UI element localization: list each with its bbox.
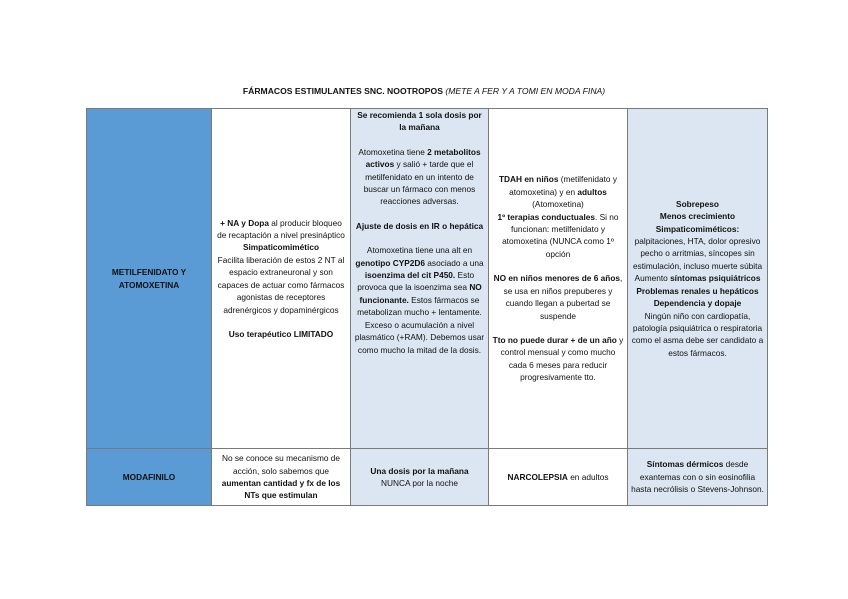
title-main: FÁRMACOS ESTIMULANTES SNC. NOOTROPOS: [242, 86, 443, 96]
table-row: [87, 449, 768, 506]
adverse-effects-cell: Síntomas dérmicos desde exantemas con o sin eosinofilia hasta necrólisis o Stevens-Johnson.: [628, 449, 768, 506]
drug-name-modafinilo: MODAFINILO: [87, 449, 212, 506]
drug-name-metilfenidato: METILFENIDATO Y ATOMOXETINA: [87, 109, 212, 449]
document-title: [0, 86, 848, 96]
mechanism-cell: No se conoce su mecanismo de acción, solo sabemos que aumentan cantidad y fx de los NTs que estimulan: [212, 449, 351, 506]
indications-cell: TDAH en niños (metilfenidato y atomoxetina) y en adultos (Atomoxetina) 1º terapias conductuales. Si no funcionan: metilfenidato y atomoxetina (NUNCA como 1º opción NO en niños menores de 6 años, se usa en niños prepuberes y cuando llegan a pubertad se suspende Tto no puede durar + de un año y control mensual y como mucho cada 6 meses para reducir progresivamente tto.: [489, 109, 628, 449]
drug-table: [86, 108, 768, 506]
dosage-cell: Se recomienda 1 sola dosis por la mañana Atomoxetina tiene 2 metabolitos activos y salió + tarde que el metilfenidato en un intento de buscar un fármaco con menos reacciones adversas. Ajuste de dosis en IR o hepática Atomoxetina tiene una alt en genotipo CYP2D6 asociado a una isoenzima del cit P450. Esto provoca que la isoenzima sea NO funcionante. Estos fármacos se metabolizan mucho + lentamente. Exceso o acumulación a nivel plasmático (+RAM). Debemos usar como mucho la mitad de la dosis.: [351, 109, 489, 449]
mechanism-cell: + NA y Dopa al producir bloqueo de recaptación a nivel presináptico Simpaticomimético Facilita liberación de estos 2 NT al espacio extraneuronal y son capaces de actuar como fármacos agonistas de receptores adrenérgicos y dopaminérgicos Uso terapéutico LIMITADO: [212, 109, 351, 449]
table-row: [87, 109, 768, 449]
indications-cell: NARCOLEPSIA en adultos: [489, 449, 628, 506]
title-note: (METE A FER Y A TOMI EN MODA FINA): [445, 86, 606, 96]
adverse-effects-cell: Sobrepeso Menos crecimiento Simpaticomiméticos: palpitaciones, HTA, dolor opresivo pecho o arritmias, síncopes sin estimulación, incluso muerte súbita Aumento síntomas psiquiátricos Problemas renales u hepáticos Dependencia y dopaje Ningún niño con cardiopatía, patología psiquiátrica o respiratoria como el asma debe ser candidato a estos fármacos.: [628, 109, 768, 449]
dosage-cell: Una dosis por la mañana NUNCA por la noche: [351, 449, 489, 506]
